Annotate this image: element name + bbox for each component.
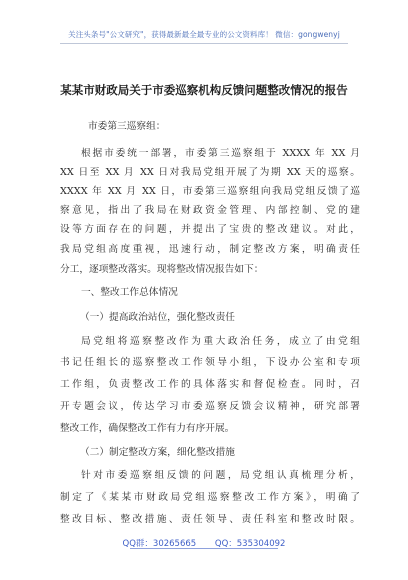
paragraph-line: 察意见，指出了我局在财政资金管理、内部控制、党的建	[60, 205, 360, 216]
paragraph-line: 针对市委巡察组反馈的问题，局党组认真梳理分析，	[81, 470, 360, 481]
paragraph-line: 书记任组长的巡察整改工作领导小组，下设办公室和专项	[60, 357, 360, 368]
footer-qq-group: QQ群：30265665	[122, 539, 197, 549]
paragraph-line: 我局党组高度重视，迅速行动，制定整改方案，明确责任	[60, 244, 360, 255]
paragraph-line: 整改工作，确保整改工作有力有序开展。	[60, 423, 235, 434]
header-note: 关注头条号"公文研究"，获得最新最全最专业的公文资料库！ 微信：gongwenyj	[68, 30, 340, 39]
paragraph-line: 设等方面存在的问题，并提出了宝贵的整改建议。对此，	[60, 224, 360, 235]
paragraph-line: 开专题会议，传达学习市委巡察反馈会议精神，研究部署	[60, 401, 360, 412]
paragraph-line: 分工，逐项整改落实。现将整改情况报告如下：	[60, 264, 264, 275]
paragraph-line: 工作组，负责整改工作的具体落实和督促检查。同时，召	[60, 379, 360, 390]
salutation-line: 市委第三巡察组：	[88, 121, 166, 132]
subsection-heading: （一）提高政治站位，强化整改责任	[80, 312, 235, 323]
header-divider	[60, 43, 348, 44]
footer-qq-number: QQ：535304092	[214, 539, 286, 549]
paragraph-line: 根据市委统一部署，市委第三巡察组于 XXXX 年 XX 月	[81, 148, 360, 159]
document-title: 某某市财政局关于市委巡察机构反馈问题整改情况的报告	[60, 83, 348, 97]
paragraph-line: 整改目标、整改措施、责任领导、责任科室和整改时限。	[60, 514, 360, 525]
paragraph-line: XX 日至 XX 月 XX 日对我局党组开展了为期 XX 天的巡察。	[60, 167, 360, 178]
subsection-heading: （二）制定整改方案，细化整改措施	[80, 447, 235, 458]
section-heading: 一、整改工作总体情况	[81, 287, 178, 298]
footer-underline	[130, 548, 278, 549]
paragraph-line: 制定了《某某市财政局党组巡察整改工作方案》，明确了	[60, 492, 360, 503]
paragraph-line: XXXX 年 XX 月 XX 日，市委第三巡察组向我局党组反馈了巡	[60, 186, 360, 197]
paragraph-line: 局党组将巡察整改作为重大政治任务，成立了由党组	[81, 336, 360, 347]
